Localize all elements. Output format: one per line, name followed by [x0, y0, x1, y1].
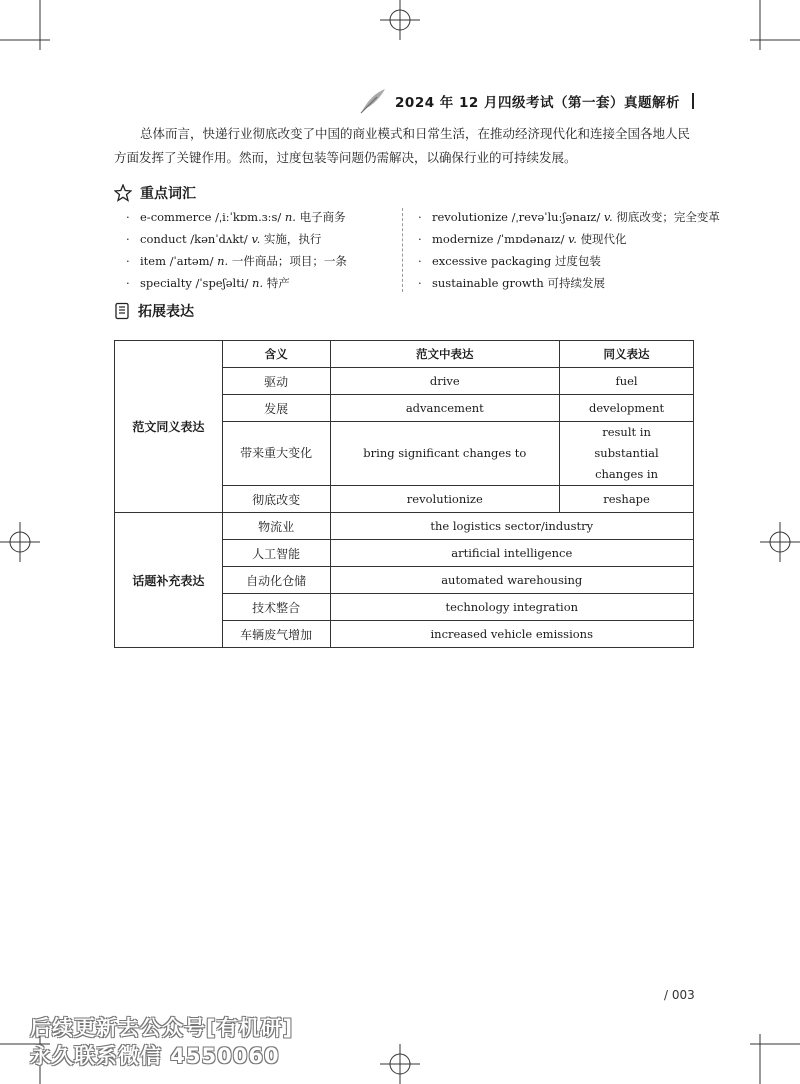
vocab-item — [406, 206, 720, 228]
cell-meaning: 驱动 — [222, 368, 330, 395]
vocab-pos: v. — [568, 232, 577, 246]
bullet-dot: · — [126, 232, 130, 246]
vocab-item — [114, 250, 347, 272]
vocab-divider — [402, 208, 403, 292]
expression-section-heading — [114, 301, 194, 321]
watermark-line-2: 永久联系微信 4550060 — [30, 1044, 280, 1068]
vocab-item — [406, 250, 720, 272]
feather-quill-icon — [359, 88, 387, 114]
vocab-phonetic: /kənˈdʌkt/ — [190, 232, 248, 246]
vocab-list-right — [406, 206, 720, 294]
header-meaning: 含义 — [222, 341, 330, 368]
header-title: 2024 年 12 月四级考试（第一套）真题解析 — [395, 95, 680, 111]
vocab-section-title: 重点词汇 — [140, 186, 196, 202]
vocab-phonetic: /ˌrevəˈluːʃənaɪz/ — [511, 210, 601, 224]
vocab-phonetic: /ˌiːˈkɒm.ɜːs/ — [215, 210, 282, 224]
vocab-meaning: 使现代化 — [580, 232, 627, 246]
vocab-pos: n. — [217, 254, 229, 268]
vocab-pos: n. — [252, 276, 264, 290]
vocab-section-heading — [114, 183, 196, 203]
cell-synonym: development — [560, 395, 694, 422]
vocab-item — [406, 228, 720, 250]
header-in-essay: 范文中表达 — [330, 341, 560, 368]
cell-meaning: 人工智能 — [222, 540, 330, 567]
vocab-pos: v. — [603, 210, 613, 224]
cell-meaning: 自动化仓储 — [222, 567, 330, 594]
vocab-word: conduct — [140, 232, 187, 246]
cell-meaning: 彻底改变 — [222, 486, 330, 513]
page-number: / 003 — [664, 988, 695, 1002]
cell-meaning: 物流业 — [222, 513, 330, 540]
cell-expression: increased vehicle emissions — [330, 621, 694, 648]
header-synonym: 同义表达 — [560, 341, 694, 368]
vocab-word: excessive packaging — [432, 254, 552, 268]
bullet-dot: · — [418, 210, 422, 224]
table-row — [115, 513, 694, 540]
cell-expression: technology integration — [330, 594, 694, 621]
vocab-meaning: 电子商务 — [299, 210, 346, 224]
bullet-dot: · — [126, 254, 130, 268]
vocab-pos: v. — [251, 232, 261, 246]
star-outline-icon — [114, 184, 132, 202]
expression-section-title: 拓展表达 — [138, 304, 194, 320]
cell-in-essay: bring significant changes to — [330, 422, 560, 486]
cell-meaning: 带来重大变化 — [222, 422, 330, 486]
cell-expression: the logistics sector/industry — [330, 513, 694, 540]
cell-synonym: reshape — [560, 486, 694, 513]
cell-expression: artificial intelligence — [330, 540, 694, 567]
bullet-dot: · — [126, 276, 130, 290]
book-icon — [114, 302, 130, 320]
vocab-phonetic: /ˈmɒdənaɪz/ — [497, 232, 565, 246]
vocab-word: e-commerce — [140, 210, 212, 224]
cell-in-essay: revolutionize — [330, 486, 560, 513]
cell-synonym: result in substantial changes in — [560, 422, 694, 486]
expression-table — [114, 340, 694, 648]
watermark — [30, 1014, 293, 1070]
vocab-word: sustainable growth — [432, 276, 544, 290]
vocab-meaning: 特产 — [266, 276, 290, 290]
group-label-topic: 话题补充表达 — [115, 513, 223, 648]
bullet-dot: · — [418, 232, 422, 246]
vocab-list-left — [114, 206, 347, 294]
vocab-meaning: 可持续发展 — [547, 276, 605, 290]
bullet-dot: · — [126, 210, 130, 224]
vocab-item — [114, 272, 347, 294]
vocab-meaning: 实施，执行 — [263, 232, 322, 246]
cell-expression: automated warehousing — [330, 567, 694, 594]
group-label-synonyms: 范文同义表达 — [115, 341, 223, 513]
vocab-phonetic: /ˈaɪtəm/ — [169, 254, 214, 268]
bullet-dot: · — [418, 276, 422, 290]
vocab-word: modernize — [432, 232, 494, 246]
cell-in-essay: advancement — [330, 395, 560, 422]
vocab-word: specialty — [140, 276, 192, 290]
bullet-dot: · — [418, 254, 422, 268]
table-header-row — [115, 341, 694, 368]
vocab-phonetic: /ˈspeʃəlti/ — [195, 276, 249, 290]
cell-in-essay: drive — [330, 368, 560, 395]
vocab-item — [114, 228, 347, 250]
cell-synonym: fuel — [560, 368, 694, 395]
cell-meaning: 车辆废气增加 — [222, 621, 330, 648]
cell-meaning: 技术整合 — [222, 594, 330, 621]
vocab-pos: n. — [284, 210, 296, 224]
vocab-word: revolutionize — [432, 210, 508, 224]
vocab-meaning: 一件商品；项目；一条 — [231, 254, 347, 268]
vocab-item — [406, 272, 720, 294]
vocab-meaning: 过度包装 — [554, 254, 601, 268]
vocab-meaning: 彻底改变；完全变革 — [616, 210, 720, 224]
vocab-item — [114, 206, 347, 228]
summary-paragraph: 总体而言，快递行业彻底改变了中国的商业模式和日常生活，在推动经济现代化和连接全国各地人民方面发挥了关键作用。然而，过度包装等问题仍需解决，以确保行业的可持续发展。 — [114, 126, 691, 165]
vocab-word: item — [140, 254, 167, 268]
watermark-line-1: 后续更新去公众号[有机研] — [30, 1016, 294, 1040]
header-bar — [692, 93, 694, 109]
cell-meaning: 发展 — [222, 395, 330, 422]
running-header — [359, 88, 694, 114]
